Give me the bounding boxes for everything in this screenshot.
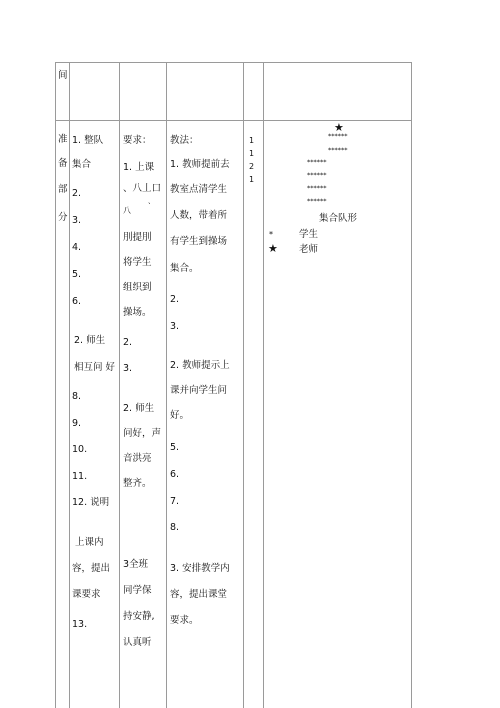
content-line: 8. [72,391,82,402]
requirement-line: 刖提刖 [123,232,152,243]
section-label-char: 分 [58,212,68,223]
section-label-char: 部 [58,184,68,195]
student-row: ****** [307,184,327,192]
content-line: 1. 整队 [72,135,104,146]
requirement-line: 音洪亮 [123,453,152,464]
table-col-divider-4 [243,62,244,708]
content-line: 课要求 [72,589,101,600]
content-line: 集合 [72,159,92,170]
requirement-line: 持安静, [123,611,155,622]
content-line: 12. 说明 [72,497,110,508]
method-line: 人数，带着所 [170,210,228,221]
requirement-line: 2. [123,337,133,348]
requirement-line: 将学生 [123,257,152,268]
legend-student-symbol: * [269,230,273,239]
requirement-line: 操场。 [123,307,152,318]
method-line: 3. [170,321,180,332]
method-line: 6. [170,469,180,480]
content-line: 容，提出 [72,563,111,574]
method-line: 教室点清学生 [170,184,228,195]
student-row: ****** [307,158,327,166]
content-line: 相互问 好 [74,362,116,373]
content-line: 9. [72,418,82,429]
method-line: 1. 教师提前去 [170,159,230,170]
method-line: 7. [170,496,180,507]
table-right-border [411,62,412,708]
requirement-line: 1. 上课 [123,162,155,173]
method-line: 5. [170,442,180,453]
content-line: 2. 师生 [74,335,106,346]
table-col-divider-3 [166,62,167,708]
count-value: 1 [249,175,255,184]
count-value: 1 [249,136,255,145]
table-left-border [55,62,56,708]
method-line: 课并向学生问 [170,385,228,396]
section-label-char: 备 [58,158,68,169]
method-line: 有学生到操场 [170,236,228,247]
content-line: 11. [72,471,88,482]
requirement-line: 、八丄口 [123,183,162,194]
requirement-line: 要求： [123,135,152,146]
content-line: 2. [72,188,82,199]
section-label-char: 准 [58,134,68,145]
legend-student-label: 学生 [299,229,319,240]
student-row: ****** [328,146,348,154]
content-line: 4. [72,242,82,253]
requirement-line: 3全班 [123,559,149,570]
count-value: 2 [249,162,255,171]
requirement-line: 问好，声 [123,428,162,439]
requirement-line: 2. 师生 [123,403,155,414]
content-line: 6. [72,296,82,307]
content-line: 3. [72,215,82,226]
requirement-line: 认真听 [123,637,152,648]
requirement-line: 、 [148,197,155,205]
teacher-star-icon: ★ [334,121,344,134]
method-line: 3. 安排教学内 [170,563,230,574]
content-line: 上课内 [75,537,104,548]
table-col-divider-1 [69,62,70,708]
method-line: 好。 [170,410,190,421]
count-value: 1 [249,149,255,158]
student-row: ****** [328,132,348,140]
table-row-divider [55,120,412,121]
method-line: 8. [170,522,180,533]
requirement-line: 八 [123,206,131,215]
method-line: 2. 教师提示上 [170,360,230,371]
method-line: 容，提出课堂 [170,589,228,600]
formation-caption: 集合队形 [319,213,358,224]
requirement-line: 整齐。 [123,478,152,489]
method-line: 要求。 [170,615,199,626]
requirement-line: 3. [123,363,133,374]
table-top-border [55,62,412,63]
table-col-divider-2 [119,62,120,708]
legend-teacher-label: 老师 [299,244,319,255]
student-row: ****** [307,171,327,179]
method-line: 集合。 [170,263,199,274]
legend-teacher-star-icon: ★ [268,242,278,255]
method-line: 2. [170,294,180,305]
time-header-char: 间 [58,70,68,81]
content-line: 13. [72,619,88,630]
table-col-divider-5 [263,62,264,708]
method-line: 教法： [170,135,199,146]
content-line: 10. [72,444,88,455]
content-line: 5. [72,269,82,280]
requirement-line: 同学保 [123,585,152,596]
requirement-line: 组织到 [123,282,152,293]
student-row: ****** [307,197,327,205]
